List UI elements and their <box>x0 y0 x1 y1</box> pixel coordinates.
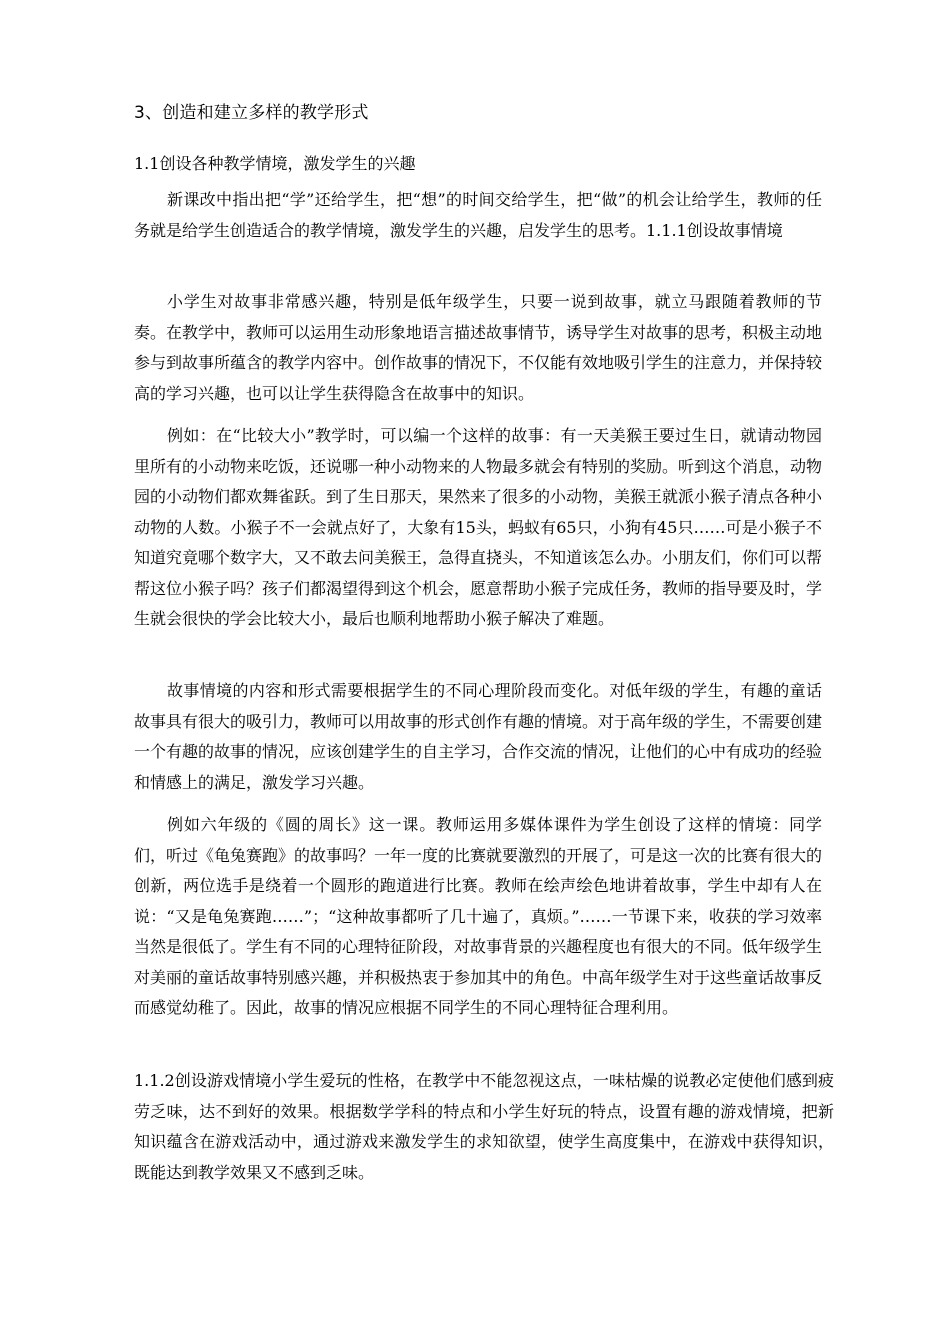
subsection-title: 1.1创设各种教学情境，激发学生的兴趣 <box>134 154 416 173</box>
paragraph-story-interest: 小学生对故事非常感兴趣，特别是低年级学生，只要一说到故事，就立马跟随着教师的节奏。在教学中，教师可以运用生动形象地语言描述故事情节，诱导学生对故事的思考，积极主动地参与到故事所蕴含的教学内容中。创作故事的情况下，不仅能有效地吸引学生的注意力，并保持较高的学习兴趣，也可以让学生获得隐含在故事中的知识。 <box>134 292 823 403</box>
paragraph-circle-example: 例如六年级的《圆的周长》这一课。教师运用多媒体课件为学生创设了这样的情境：同学们，听过《龟兔赛跑》的故事吗？一年一度的比赛就要激烈的开展了，可是这一次的比赛有很大的创新，两位选手是绕着一个圆形的跑道进行比赛。教师在绘声绘色地讲着故事，学生中却有人在说：“又是龟兔赛跑……”；“这种故事都听了几十遍了，真烦。”……一节课下来，收获的学习效率当然是很低了。学生有不同的心理特征阶段，对故事背景的兴趣程度也有很大的不同。低年级学生对美丽的童话故事特别感兴趣，并积极热衷于参加其中的角色。中高年级学生对于这些童话故事反而感觉幼稚了。因此，故事的情况应根据不同学生的不同心理特征合理利用。 <box>134 815 823 1017</box>
section-title: 3、创造和建立多样的教学形式 <box>134 103 369 123</box>
paragraph-intro: 新课改中指出把“学”还给学生，把“想”的时间交给学生，把“做”的机会让给学生，教师的任务就是给学生创造适合的教学情境，激发学生的兴趣，启发学生的思考。1.1.1创设故事情境 <box>134 190 822 240</box>
paragraph-story-example: 例如：在“比较大小”教学时，可以编一个这样的故事：有一天美猴王要过生日，就请动物园里所有的小动物来吃饭，还说哪一种小动物来的人物最多就会有特别的奖励。听到这个消息，动物园的小动物们都欢舞雀跃。到了生日那天，果然来了很多的小动物，美猴王就派小猴子清点各种小动物的人数。小猴子不一会就点好了，大象有15头，蚂蚁有65只，小狗有45只……可是小猴子不知道究竟哪个数字大，又不敢去问美猴王，急得直挠头，不知道该怎么办。小朋友们，你们可以帮帮这位小猴子吗？孩子们都渴望得到这个机会，愿意帮助小猴子完成任务，教师的指导要及时，学生就会很快的学会比较大小，最后也顺利地帮助小猴子解决了难题。 <box>134 426 823 628</box>
paragraph-story-adaptation: 故事情境的内容和形式需要根据学生的不同心理阶段而变化。对低年级的学生，有趣的童话故事具有很大的吸引力，教师可以用故事的形式创作有趣的情境。对于高年级的学生，不需要创建一个有趣的故事的情况，应该创建学生的自主学习，合作交流的情况，让他们的心中有成功的经验和情感上的满足，激发学习兴趣。 <box>134 681 823 792</box>
paragraph-game-situation: 1.1.2创设游戏情境小学生爱玩的性格，在教学中不能忽视这点，一味枯燥的说教必定使他们感到疲劳乏味，达不到好的效果。根据数学学科的特点和小学生好玩的特点，设置有趣的游戏情境，把新知识蕴含在游戏活动中，通过游戏来激发学生的求知欲望，使学生高度集中，在游戏中获得知识，既能达到教学效果又不感到乏味。 <box>134 1071 834 1182</box>
